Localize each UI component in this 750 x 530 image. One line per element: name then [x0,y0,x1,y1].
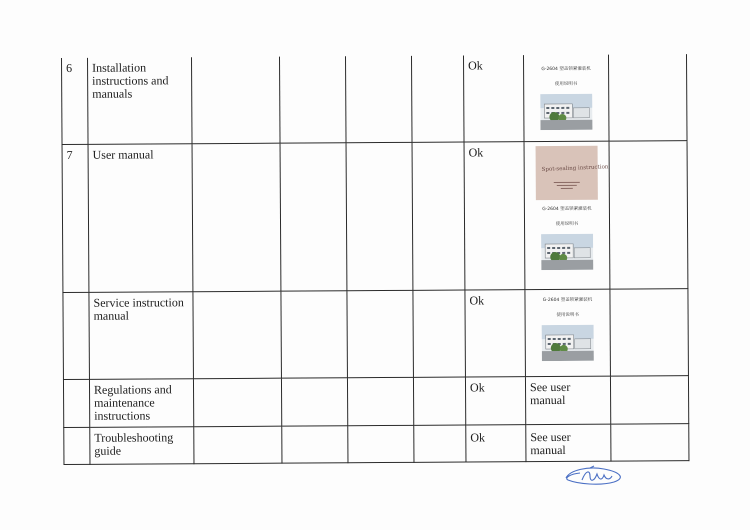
row-item-name: Installation instructions and manuals [87,57,192,144]
empty-cell [412,142,465,290]
empty-cell [282,425,348,462]
row-item-name: Service instruction manual [89,291,194,379]
empty-cell [413,290,466,377]
table-row [64,423,689,464]
signature-image [560,462,630,488]
row-reference [524,141,610,290]
row-reference [525,289,611,377]
empty-cell [411,56,464,142]
empty-cell [281,290,348,377]
manual-caption-subtitle: 使用说明书 [555,221,579,227]
row-status: Ok [464,141,525,289]
row-reference: See user manual [525,376,610,425]
table-row [63,288,689,379]
row-reference: See user manual [526,424,611,462]
empty-cell [194,426,282,464]
empty-cell [346,142,413,290]
row-number: 6 [61,58,88,144]
empty-cell [280,142,347,290]
table-row [62,140,688,292]
empty-cell [348,425,414,462]
empty-cell [193,291,282,379]
empty-cell [193,378,281,427]
table-row [63,375,688,427]
empty-cell [281,377,347,425]
empty-cell [347,377,413,425]
empty-cell [610,288,689,375]
manual-cover-image [536,145,609,199]
row-reference [523,55,609,142]
row-item-name: Troubleshooting guide [90,426,194,464]
row-status: Ok [466,424,526,461]
manual-caption-subtitle: 使用说明书 [556,312,579,318]
empty-cell [608,54,687,140]
empty-cell [192,143,281,292]
empty-cell [414,425,466,462]
empty-cell [347,290,414,377]
factory-photo [540,94,592,130]
factory-photo [542,324,594,360]
empty-cell [611,423,689,460]
empty-cell [345,56,412,142]
manual-caption-title: G-2604 塑盖锁紧灌装机 [542,297,593,303]
row-number: 7 [62,144,89,292]
row-number [63,292,90,379]
empty-cell [191,57,280,144]
manual-caption-title: G-2604 塑盖锁紧灌装机 [542,206,592,212]
manual-caption-subtitle: 使用说明书 [554,81,578,87]
row-number [63,379,89,427]
row-item-name: User manual [88,143,193,292]
factory-photo [541,233,593,269]
manual-caption-title: G-2604 塑盖锁紧灌装机 [541,66,591,73]
cover-title: Spot-sealing instruction [541,163,609,173]
table-row [61,54,687,144]
empty-cell [279,56,346,142]
row-status: Ok [463,55,524,141]
empty-cell [610,375,688,423]
row-status: Ok [465,376,525,424]
documentation-table [61,54,689,464]
empty-cell [609,140,688,288]
row-item-name: Regulations and maintenance instructions [89,378,193,427]
empty-cell [413,377,465,425]
row-status: Ok [465,289,526,376]
row-number [64,427,90,464]
